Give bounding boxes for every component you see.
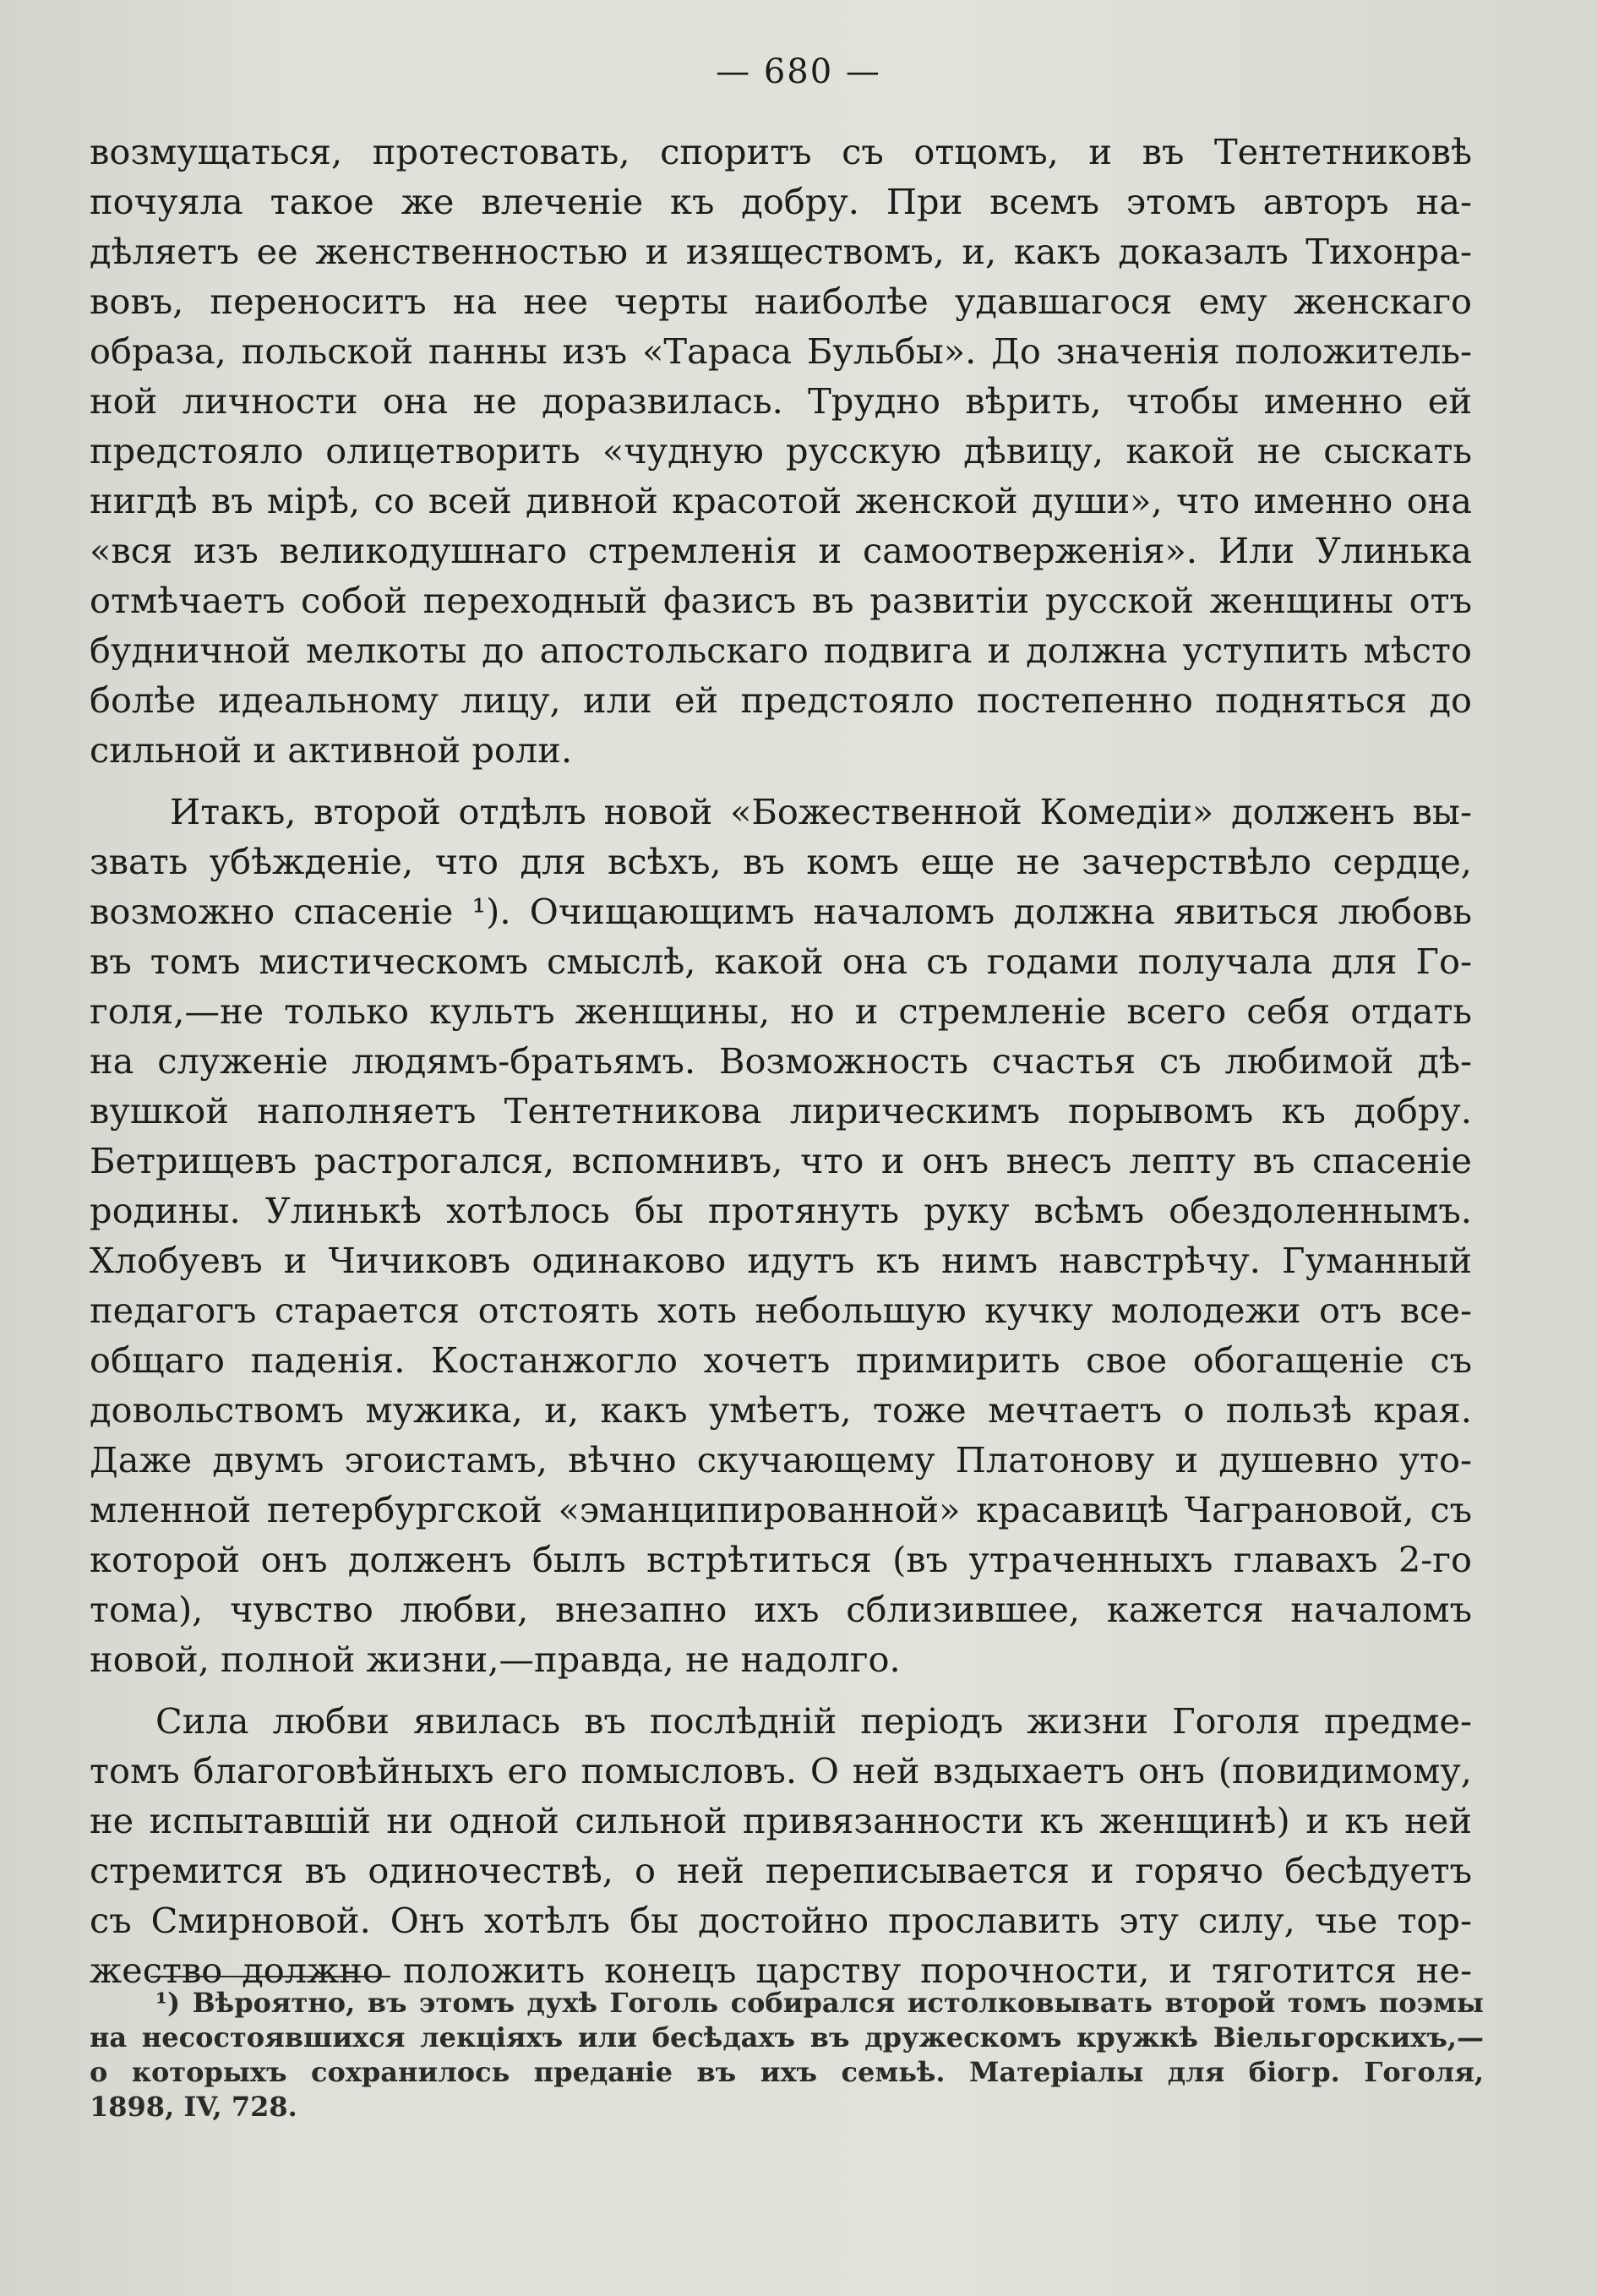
text-line: мленной петербургской «эманципированной» красавицѣ Чаграновой, съ [90,1489,1472,1530]
text-line: образа, польской панны изъ «Тараса Бульбы». До значенія положитель- [90,330,1472,372]
text-line: вушкой наполняетъ Тентетникова лирическимъ порывомъ къ добру. [90,1090,1472,1132]
text-line: томъ благоговѣйныхъ его помысловъ. О ней вздыхаетъ онъ (повидимому, [90,1750,1472,1792]
paragraph-2 [90,787,1472,1684]
body-text [90,127,1472,1995]
text-line: болѣе идеальному лицу, или ей предстояло постепенно подняться до [90,679,1472,721]
text-line: новой, полной жизни,—правда, не надолго. [90,1639,901,1680]
footnote-line: ¹) Вѣроятно, въ этомъ духѣ Гоголь собирался истолковывать второй томъ поэмы [155,1987,1484,2019]
text-line: которой онъ долженъ былъ встрѣтиться (въ утраченныхъ главахъ 2-го [90,1539,1472,1580]
text-line: возмущаться, протестовать, споритъ съ отцомъ, и въ Тентетниковѣ [90,131,1472,172]
text-line: отмѣчаетъ собой переходный фазисъ въ развитіи русской женщины отъ [90,580,1472,621]
text-line: жество должно положить конецъ царству порочности, и тяготится не- [90,1950,1472,1991]
text-line: Сила любви явилась въ послѣдній періодъ жизни Гоголя предме- [155,1700,1472,1742]
text-line: тома), чувство любви, внезапно ихъ сблизившее, кажется началомъ [90,1589,1472,1630]
text-line: стремится въ одиночествѣ, о ней переписывается и горячо бесѣдуетъ [90,1850,1472,1891]
text-line: родины. Улинькѣ хотѣлось бы протянуть руку всѣмъ обездоленнымъ. [90,1190,1472,1231]
text-line: предстояло олицетворить «чудную русскую дѣвицу, какой не сыскать [90,430,1472,472]
text-line: вовъ, переноситъ на нее черты наиболѣе удавшагося ему женскаго [90,281,1472,322]
text-line: довольствомъ мужика, и, какъ умѣетъ, тоже мечтаетъ о пользѣ края. [90,1389,1472,1431]
text-line: Хлобуевъ и Чичиковъ одинаково идутъ къ нимъ навстрѣчу. Гуманный [90,1240,1472,1281]
text-line: въ томъ мистическомъ смыслѣ, какой она съ годами получала для Го- [90,941,1472,982]
text-line: общаго паденія. Костанжогло хочетъ примирить свое обогащеніе съ [90,1339,1472,1381]
footnote-line: на несостоявшихся лекціяхъ или бесѣдахъ въ дружескомъ кружкѣ Віельгорскихъ,— [90,2021,1484,2053]
text-line: почуяла такое же влеченіе къ добру. При всемъ этомъ авторъ на- [90,181,1472,222]
text-line: звать убѣжденіе, что для всѣхъ, въ комъ еще не зачерствѣло сердце, [90,841,1472,882]
text-line: дѣляетъ ее женственностью и изяществомъ, и, какъ доказалъ Тихонра- [90,231,1472,272]
text-line: «вся изъ великодушнаго стремленія и самоотверженія». Или Улинька [90,530,1472,571]
footnote-line: о которыхъ сохранилось преданіе въ ихъ семьѣ. Матеріалы для біогр. Гоголя, [90,2056,1484,2088]
text-line: съ Смирновой. Онъ хотѣлъ бы достойно прославить эту силу, чье тор- [90,1900,1472,1941]
page-number: — 680 — [716,52,881,91]
text-line: Итакъ, второй отдѣлъ новой «Божественной Комедіи» долженъ вы- [170,791,1472,832]
text-line: будничной мелкоты до апостольскаго подвига и должна уступить мѣсто [90,630,1472,671]
footnote-line: 1898, IV, 728. [90,2091,297,2123]
text-line: голя,—не только культъ женщины, но и стремленіе всего себя отдать [90,990,1472,1032]
text-line: педагогъ старается отстоять хоть небольшую кучку молодежи отъ все- [90,1290,1472,1331]
paragraph-3 [90,1696,1472,1995]
text-line: на служеніе людямъ-братьямъ. Возможность счастья съ любимой дѣ- [90,1040,1472,1082]
footnote [90,1986,1484,2124]
text-line: Бетрищевъ растрогался, вспомнивъ, что и онъ внесъ лепту въ спасеніе [90,1140,1472,1181]
text-line: не испытавшій ни одной сильной привязанности къ женщинѣ) и къ ней [90,1800,1472,1841]
text-line: нигдѣ въ мірѣ, со всей дивной красотой женской души», что именно она [90,480,1472,521]
footnote-divider [150,1976,390,1977]
text-line: сильной и активной роли. [90,729,573,771]
text-line: ной личности она не доразвилась. Трудно вѣрить, чтобы именно ей [90,380,1472,422]
text-line: Даже двумъ эгоистамъ, вѣчно скучающему Платонову и душевно уто- [90,1439,1472,1481]
paragraph-1 [90,127,1472,775]
text-line: возможно спасеніе ¹). Очищающимъ началомъ должна явиться любовь [90,891,1472,932]
